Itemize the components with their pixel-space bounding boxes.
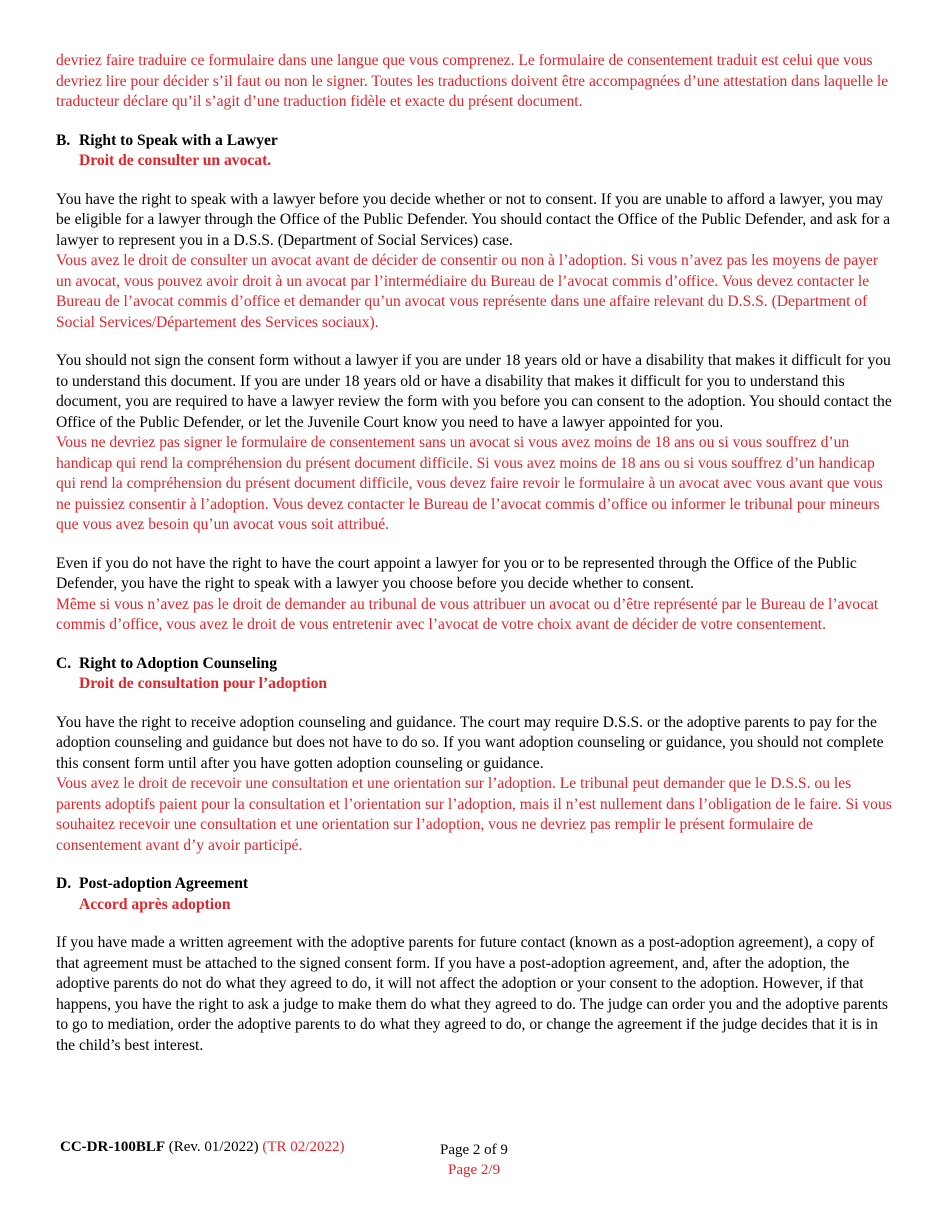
paragraph-en: You have the right to speak with a lawyer before you decide whether or not to consent. If you are unable to afford a lawyer, you may be eligible for a lawyer through the Office of the Public Defender. You should contact the Office of the Public Defender, and ask for a lawyer to represent you in a D.S.S. (Department of Social Services) case. xyxy=(56,190,891,249)
page-number-en: Page 2 of 9 xyxy=(440,1142,508,1158)
form-id: CC-DR-100BLF xyxy=(60,1139,165,1155)
section-b-title-fr: Droit de consulter un avocat. xyxy=(79,152,272,169)
section-d-paragraph-1 xyxy=(56,933,896,1056)
paragraph-en: If you have made a written agreement with the adoptive parents for future contact (known as a post-adoption agreement), a copy of that agreement must be attached to the signed consent form. If you have a post-adoption agreement, and, after the adoption, the adoptive parents do not do what they agreed to do, it will not affect the adoption or your consent to the adoption. However, if that happens, you have the right to ask a judge to make them do what they agreed to do. The judge can order you and the adoptive parents to go to mediation, order the adoptive parents to do what they agreed to do, or change the agreement if the judge decides that it is in the child’s best interest. xyxy=(56,934,888,1054)
paragraph-en: You have the right to receive adoption counseling and guidance. The court may require D.S.S. or the adoptive parents to pay for the adoption counseling and guidance but does not have to do so. If you want adoption counseling or guidance, you should not complete this consent form until after you have gotten adoption counseling or guidance. xyxy=(56,713,884,772)
section-b-paragraph-2 xyxy=(56,351,896,536)
section-d-title-fr: Accord après adoption xyxy=(79,895,231,913)
form-footer-id xyxy=(60,1139,344,1156)
document-body xyxy=(56,51,896,1074)
paragraph-fr: Vous avez le droit de recevoir une consultation et une orientation sur l’adoption. Le tribunal peut demander que le D.S.S. ou les parents adoptifs paient pour la consultation et l’orientation sur l’adoption, mais il n’est nullement dans l’obligation de le faire. Si vous souhaitez recevoir une consultation et une orientation sur l’adoption, vous ne devriez pas remplir le présent formulaire de consentement avant d’y avoir participé. xyxy=(56,775,892,854)
form-revision: (Rev. 01/2022) xyxy=(168,1139,259,1155)
paragraph-en: Even if you do not have the right to have the court appoint a lawyer for you or to be represented through the Office of the Public Defender, you have the right to speak with a lawyer you choose before you decide whether to consent. xyxy=(56,554,857,592)
section-b-title: B. Right to Speak with a Lawyer xyxy=(56,131,278,149)
section-c-paragraph-1 xyxy=(56,713,896,857)
section-d-heading xyxy=(56,874,896,915)
paragraph-fr: Vous avez le droit de consulter un avocat avant de décider de consentir ou non à l’adoption. Si vous n’avez pas les moyens de payer un avocat, vous pouvez avoir droit à un avocat par l’intermédiaire du Bureau de l’avocat commis d’office. Vous devez contacter le Bureau de l’avocat commis d’office et demander qu’un avocat vous représente dans une affaire relevant du D.S.S. (Department of Social Services/Département des Services sociaux). xyxy=(56,252,879,331)
intro-paragraph-fr: devriez faire traduire ce formulaire dans une langue que vous comprenez. Le formulaire de consentement traduit est celui que vous devriez lire pour décider s’il faut ou non le signer. Toutes les traductions doivent être accompagnées d’une attestation dans laquelle le traducteur déclare qu’il s’agit d’une traduction fidèle et exacte du présent document. xyxy=(56,52,889,110)
section-b-heading xyxy=(56,131,896,172)
page-number-fr: Page 2/9 xyxy=(448,1162,501,1178)
section-d-title: D. Post-adoption Agreement xyxy=(56,875,249,892)
page-number xyxy=(440,1140,508,1180)
section-b-paragraph-3 xyxy=(56,554,896,636)
paragraph-fr: Vous ne devriez pas signer le formulaire de consentement sans un avocat si vous avez moins de 18 ans ou si vous souffrez d’un handicap qui rend la compréhension du présent document difficile. Si vous avez moins de 18 ans ou si vous souffrez d’un handicap qui rend la compréhension du présent document difficile, vous devez faire revoir le formulaire à un avocat avec vous avant que vous ne puissiez consentir à l’adoption. Vous devez contacter le Bureau de l’avocat commis d’office ou informer le tribunal pour mineurs que vous avez besoin qu’un avocat vous soit attribué. xyxy=(56,434,883,533)
paragraph-fr: Même si vous n’avez pas le droit de demander au tribunal de vous attribuer un avocat ou d’être représenté par le Bureau de l’avocat commis d’office, vous avez le droit de vous entretenir avec l’avocat de votre choix avant de décider de votre consentement. xyxy=(56,595,879,633)
form-translation-date: (TR 02/2022) xyxy=(262,1139,345,1155)
section-c-title: C. Right to Adoption Counseling xyxy=(56,654,278,672)
section-c-heading xyxy=(56,654,896,695)
section-b-paragraph-1 xyxy=(56,190,896,334)
section-c-title-fr: Droit de consultation pour l’adoption xyxy=(79,675,328,692)
paragraph-en: You should not sign the consent form without a lawyer if you are under 18 years old or have a disability that makes it difficult for you to understand this document. If you are under 18 years old or have a disability that makes it difficult for you to understand this document, you are required to have a lawyer review the form with you before you can consent to the adoption. You should contact the Office of the Public Defender, or let the Juvenile Court know you need to have a lawyer appointed for you. xyxy=(56,352,892,431)
